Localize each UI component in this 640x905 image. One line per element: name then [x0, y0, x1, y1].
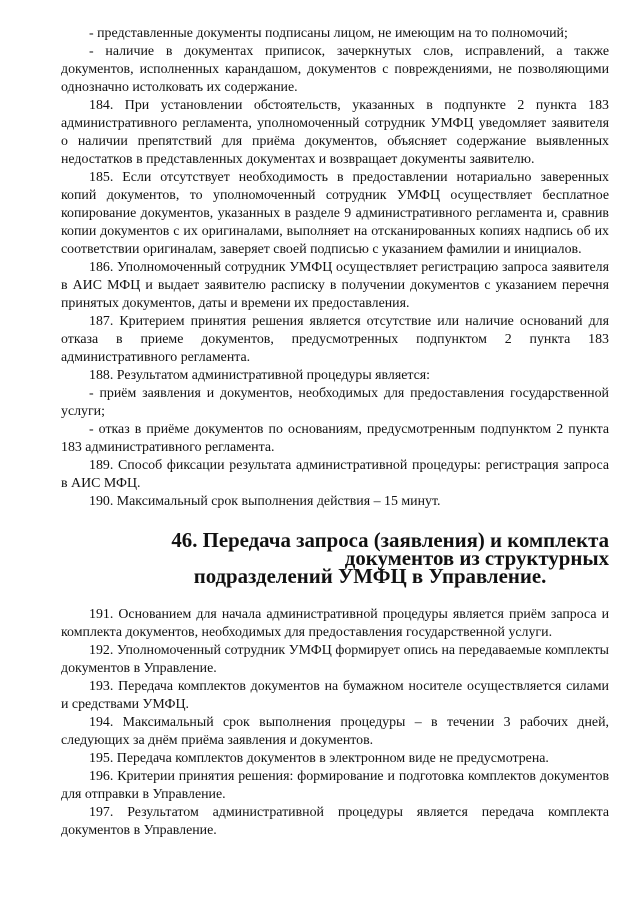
paragraph-186: 186. Уполномоченный сотрудник УМФЦ осуществляет регистрацию запроса заявителя в АИС МФЦ и выдает заявителю расписку в получении документов с указанием перечня принятых документов, даты и времени их предоставления.	[61, 260, 609, 311]
paragraph-185: 185. Если отсутствует необходимость в предоставлении нотариально заверенных копий документов, то уполномоченный сотрудник УМФЦ осуществляет бесплатное копирование документов, указанных в разделе 9 административного регламента и, сравнив копии документов с их оригиналами, выполняет на отсканированных копиях надпись об их соответствии оригиналам, заверяет своей подписью с указанием фамилии и инициалов.	[61, 170, 609, 257]
paragraph-194: 194. Максимальный срок выполнения процедуры – в течении 3 рабочих дней, следующих за днём приёма заявления и документов.	[61, 715, 609, 748]
paragraph-187: 187. Критерием принятия решения является отсутствие или наличие оснований для отказа в приеме документов, предусмотренных подпунктом 2 пункта 183 административного регламента.	[61, 314, 609, 365]
paragraph-197: 197. Результатом административной процедуры является передача комплекта документов в Управление.	[61, 805, 609, 838]
paragraph-184: 184. При установлении обстоятельств, указанных в подпункте 2 пункта 183 административного регламента, уполномоченный сотрудник УМФЦ уведомляет заявителя о наличии препятствий для приёма документов, объясняет содержание выявленных недостатков в представленных документах и возвращает документы заявителю.	[61, 98, 609, 167]
paragraph-195: 195. Передача комплектов документов в электронном виде не предусмотрена.	[89, 751, 549, 766]
paragraph-193: 193. Передача комплектов документов на бумажном носителе осуществляется силами и средствами УМФЦ.	[61, 679, 609, 712]
paragraph-188-item-refuse: - отказ в приёме документов по основаниям, предусмотренным подпунктом 2 пункта 183 административного регламента.	[61, 422, 609, 455]
paragraph-196: 196. Критерии принятия решения: формирование и подготовка комплектов документов для отправки в Управление.	[61, 769, 609, 802]
paragraph-188: 188. Результатом административной процедуры является:	[89, 368, 431, 383]
document-page	[61, 25, 609, 840]
paragraph-corrections-present: - наличие в документах приписок, зачеркнутых слов, исправлений, а также документов, исполненных карандашом, документов с повреждениями, не позволяющими однозначно истолковать их содержание.	[61, 44, 609, 95]
paragraph-192: 192. Уполномоченный сотрудник УМФЦ формирует опись на передаваемые комплекты документов в Управление.	[61, 643, 609, 676]
paragraph-signed-without-authority: - представленные документы подписаны лицом, не имеющим на то полномочий;	[89, 26, 568, 41]
paragraph-191: 191. Основанием для начала административной процедуры является приём запроса и комплекта документов, необходимых для предоставления государственной услуги.	[61, 607, 609, 640]
paragraph-189: 189. Способ фиксации результата административной процедуры: регистрация запроса в АИС МФЦ.	[61, 458, 609, 491]
section-heading-46	[61, 528, 609, 588]
section-heading-line-1: 46. Передача запроса (заявления) и комплекта документов из структурных	[171, 528, 609, 570]
paragraph-190: 190. Максимальный срок выполнения действия – 15 минут.	[89, 494, 441, 509]
section-heading-line-2: подразделений УМФЦ в Управление.	[193, 564, 547, 588]
paragraph-188-item-accept: - приём заявления и документов, необходимых для предоставления государственной услуги;	[61, 386, 609, 419]
